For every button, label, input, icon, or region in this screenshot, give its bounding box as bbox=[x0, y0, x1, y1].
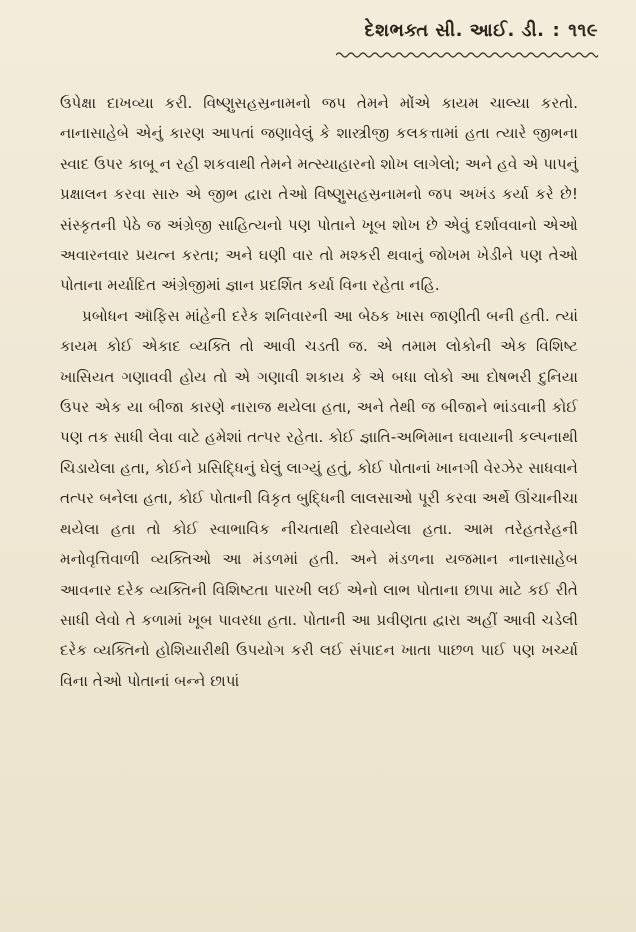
running-head bbox=[365, 20, 598, 41]
header-separator: : bbox=[552, 20, 561, 41]
body-text bbox=[60, 88, 578, 696]
paragraph-1: ઉપેક્ષા દાખવ્યા કરી. વિષ્ણુસહસ્રનામનો જપ તેમને મોંએ કાયમ ચાલ્યા કરતો. નાનાસાહેબે એનું કારણ આપતાં જણાવેલું કે શાસ્ત્રીજી કલકત્તામાં હતા ત્યારે જીભના સ્વાદ ઉપર કાબૂ ન રહી શકવાથી તેમને મત્સ્યાહારનો શોખ લાગેલો; અને હવે એ પાપનું પ્રક્ષાલન કરવા સારુ એ જીભ દ્વારા તેઓ વિષ્ણુસહસ્રનામનો જપ અખંડ કર્યા કરે છે! સંસ્કૃતની પેઠે જ અંગ્રેજી સાહિત્યનો પણ પોતાને ખૂબ શોખ છે એવું દર્શાવવાનો એઓ અવારનવાર પ્રયત્ન કરતા; અને ઘણી વાર તો મશ્કરી થવાનું જોખમ ખેડીને પણ તેઓ પોતાના મર્યાદિત અંગ્રેજીમાં જ્ઞાન પ્રદર્શિત કર્યા વિના રહેતા નહિ. bbox=[60, 94, 578, 295]
book-title: દેશભક્ત સી. આઈ. ડી. bbox=[364, 20, 545, 41]
page-number: ૧૧૯ bbox=[568, 20, 598, 41]
decorative-wavy-rule bbox=[336, 50, 598, 60]
paragraph-2: પ્રબોધન ઑફિસ માંહેની દરેક શનિવારની આ બેઠક ખાસ જાણીતી બની હતી. ત્યાં કાયમ કોઈ એકાદ વ્યક્તિ તો આવી ચડતી જ. એ તમામ લોકોની એક વિશિષ્ટ ખાસિયત ગણાવવી હોય તો એ ગણાવી શકાય કે એ બધા લોકો આ દોષભરી દુનિયા ઉપર એક યા બીજા કારણે નારાજ થયેલા હતા, અને તેથી જ બીજાને ભાંડવાની કોઈ પણ તક સાધી લેવા વાટે હમેશાં તત્પર રહેતા. કોઈ જ્ઞાતિ-અભિમાન ઘવાયાની કલ્પનાથી ચિડાયેલા હતા, કોઈને પ્રસિદ્ધિનું ઘેલું લાગ્યું હતું, કોઈ પોતાનાં ખાનગી વેરઝેર સાધવાને તત્પર બનેલા હતા, કોઈ પોતાની વિકૃત બુદ્ધિની લાલસાઓ પૂરી કરવા અર્થે ઊંચાનીચા થયેલા હતા તો કોઈ સ્વાભાવિક નીચતાથી દોરવાયેલા હતા. આમ તરેહતરેહની મનોવૃત્તિવાળી વ્યક્તિઓ આ મંડળમાં હતી. અને મંડળના યજમાન નાનાસાહેબ આવનાર દરેક વ્યક્તિની વિશિષ્ટતા પારખી લઈ એનો લાભ પોતાના છાપા માટે કઈ રીતે સાધી લેવો તે કળામાં ખૂબ પાવરધા હતા. પોતાની આ પ્રવીણતા દ્વારા અહીં આવી ચડેલી દરેક વ્યક્તિનો હોશિયારીથી ઉપયોગ કરી લઈ સંપાદન ખાતા પાછળ પાઈ પણ ખર્ચ્યા વિના તેઓ પોતાનાં બન્ને છાપાં bbox=[60, 306, 578, 690]
